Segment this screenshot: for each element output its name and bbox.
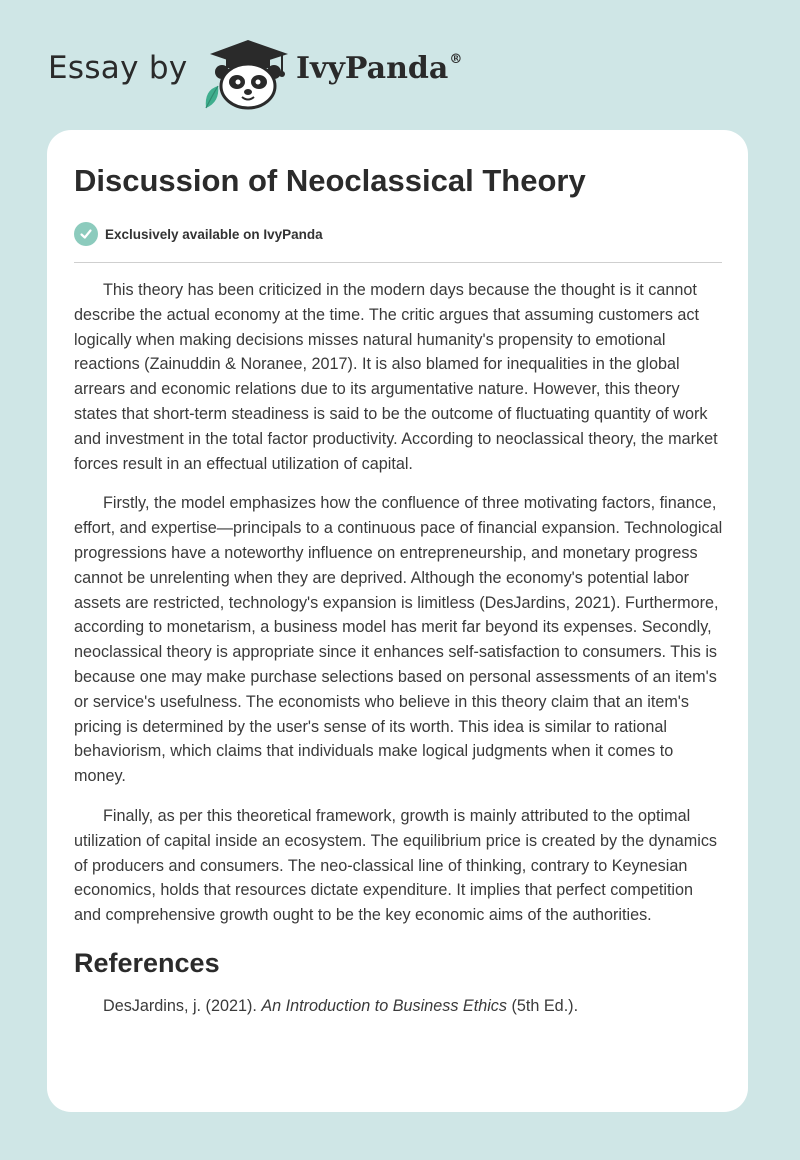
- exclusive-badge: [74, 221, 323, 247]
- check-icon: [74, 222, 98, 246]
- reference-edition: (5th Ed.).: [507, 996, 579, 1015]
- essay-body: [74, 278, 724, 1018]
- references-heading: References: [74, 947, 220, 978]
- divider: [74, 262, 722, 263]
- brand-name[interactable]: IvyPanda®: [296, 51, 463, 86]
- essay-card: [47, 130, 748, 1112]
- reference-author-year: DesJardins, j. (2021).: [103, 996, 262, 1015]
- brand-prefix: Essay by: [48, 50, 188, 86]
- registered-mark: ®: [449, 52, 463, 67]
- paragraph: Finally, as per this theoretical framework, growth is mainly attributed to the optimal utilization of capital inside an ecosystem. The equilibrium price is created by the dynamics of producers and consumers. The neo-classical line of thinking, contrary to Keynesian economics, holds that resources dictate expenditure. It implies that perfect competition and comprehensive growth ought to be the key economic aims of the authorities.: [74, 806, 718, 925]
- page-title: Discussion of Neoclassical Theory: [74, 163, 586, 198]
- paragraph: Firstly, the model emphasizes how the confluence of three motivating factors, finance, effort, and expertise—principals to a continuous pace of financial expansion. Technological progressions have a noteworthy influence on entrepreneurship, and monetary progress cannot be unrelenting when they are deprived. Although the economy's potential labor assets are restricted, technology's expansion is limitless (DesJardins, 2021). Furthermore, according to monetarism, a business model has merit far beyond its expenses. Secondly, neoclassical theory is appropriate since it enhances self-satisfaction to consumers. This is because one may make purchase selections based on personal assessments of an item's or service's usefulness. The economists who believe in this theory claim that an item's pricing is determined by the user's sense of its worth. This idea is similar to rational behaviorism, which claims that individuals make logical judgments when it comes to money.: [74, 494, 723, 786]
- paragraph: This theory has been criticized in the modern days because the thought is it cannot describe the actual economy at the time. The critic argues that assuming customers act logically when making decisions misses natural humanity's propensity to emotional reactions (Zainuddin & Noranee, 2017). It is also blamed for inequalities in the global arrears and economic relations due to its argumentative nature. However, this theory states that short-term steadiness is said to be the outcome of fluctuating quantity of work and investment in the total factor productivity. According to neoclassical theory, the market forces result in an effectual utilization of capital.: [74, 281, 718, 473]
- site-header: [0, 0, 800, 130]
- exclusive-badge-label: Exclusively available on IvyPanda: [105, 226, 323, 242]
- reference-title: An Introduction to Business Ethics: [261, 996, 507, 1015]
- reference-item: [74, 994, 724, 1018]
- panda-logo-icon[interactable]: [202, 34, 294, 110]
